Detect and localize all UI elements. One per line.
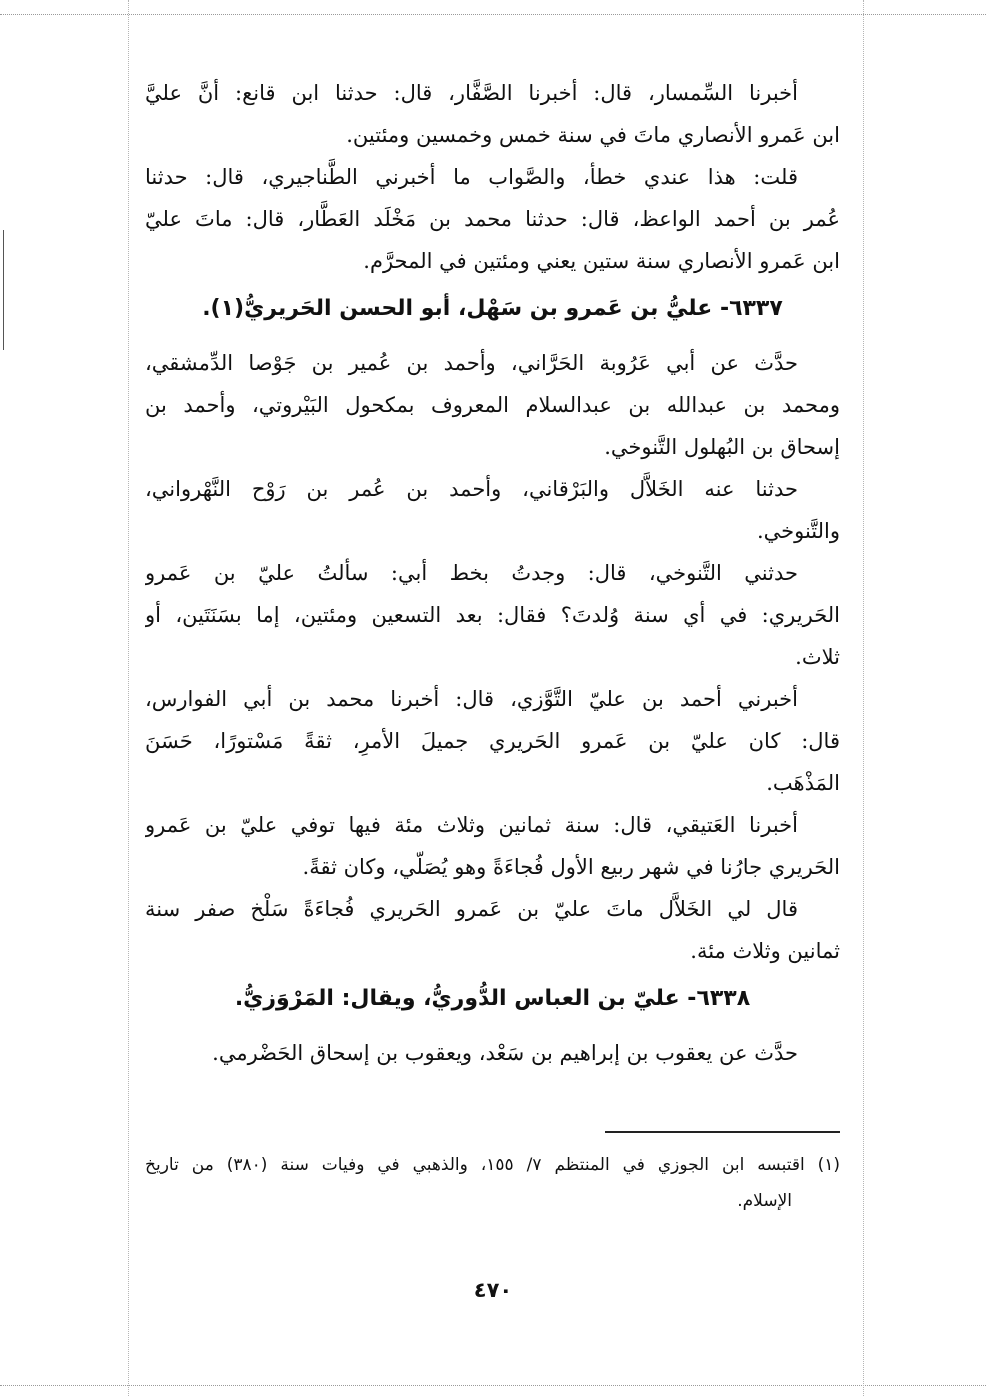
text-line: حدثني التَّنوخي، قال: وجدتُ بخط أبي: سألتُ عليّ بن عَمرو [145,561,798,585]
text-line: عُمر بن أحمد الواعظ، قال: حدثنا محمد بن مَخْلَد العَطَّار، قال: ماتَ عليّ [145,207,840,231]
footnote [145,1147,840,1219]
text-line: حدَّث عن أبي عَرُوبة الحَرَّاني، وأحمد بن عُمير بن جَوْصا الدِّمشقي، [145,351,798,375]
scan-artifact-vline [863,0,864,1396]
entry-heading: ٦٣٣٨- عليّ بن العباس الدُّوريُّ، ويقال: المَرْوَزيُّ. [234,986,751,1011]
paragraph [145,72,840,156]
text-line: أخبرنا العَتيقي، قال: سنة ثمانين وثلاث مئة فيها توفي عليّ بن عَمرو [145,813,798,837]
text-line: ابن عَمرو الأنصاري سنة ستين يعني ومئتين في المحرَّم. [363,249,840,273]
scan-artifact-line [0,14,986,15]
text-line: ابن عَمرو الأنصاري ماتَ في سنة خمس وخمسين ومئتين. [346,123,840,147]
scan-artifact-line [0,1385,986,1386]
scan-edge-mark [3,230,4,350]
main-text [145,72,840,1074]
text-line: أخبرني أحمد بن عليّ التَّوَّزي، قال: أخبرنا محمد بن أبي الفوارس، [145,687,798,711]
page-number: ٤٧٠ [473,1278,513,1302]
text-line: قال لي الخَلاَّل ماتَ عليّ بن عَمرو الحَريري فُجاءَةً سَلْخ صفر سنة [145,897,798,921]
scan-artifact-vline [128,0,129,1396]
text-line: الحَريري: في أي سنة وُلدتَ؟ فقال: بعد التسعين ومئتين، إما بسَنَتَين، أو [145,603,840,627]
footnote-line: الإسلام. [737,1191,792,1211]
text-line: المَذْهَب. [766,771,840,795]
text-line: أخبرنا السِّمسار، قال: أخبرنا الصَّفَّار، قال: حدثنا ابن قانع: أنَّ عليَّ [145,81,798,105]
entry-heading: ٦٣٣٧- عليُّ بن عَمرو بن سَهْل، أبو الحسن الحَريريُّ(١). [202,296,783,321]
text-line: حدَّث عن يعقوب بن إبراهيم بن سَعْد، ويعقوب بن إسحاق الحَضْرمي. [212,1041,798,1065]
text-line: الحَريري جارُنا في شهر ربيع الأول فُجاءَةً وهو يُصَلّي، وكان ثقةً. [302,855,840,879]
paragraph [145,468,840,552]
footnote-separator [605,1131,840,1133]
text-line: حدثنا عنه الخَلاَّل والبَرْقاني، وأحمد بن عُمر بن رَوْح النَّهْرواني، [145,477,798,501]
paragraph [145,342,840,468]
paragraph [145,156,840,282]
paragraph [145,678,840,804]
paragraph [145,804,840,888]
paragraph [145,888,840,972]
text-line: ثمانين وثلاث مئة. [690,939,840,963]
footnote-line: (١) اقتبسه ابن الجوزي في المنتظم ٧/ ١٥٥، والذهبي في وفيات سنة (٣٨٠) من تاريخ [145,1155,840,1175]
text-line: قال: كان عليّ بن عَمرو الحَريري جميلَ الأمرِ، ثقةً مَسْتورًا، حَسَنَ [145,729,840,753]
text-line: ومحمد بن عبدالله بن عبدالسلام المعروف بمكحول البَيْروتي، وأحمد بن [145,393,840,417]
text-line: والتَّنوخي. [756,519,840,543]
text-line: قلت: هذا عندي خطأ، والصَّواب ما أخبرني الطَّناجيري، قال: حدثنا [145,165,798,189]
paragraph [145,1032,840,1074]
paragraph [145,552,840,678]
text-line: إسحاق بن البُهلول التَّنوخي. [604,435,840,459]
text-line: ثلاث. [795,645,840,669]
